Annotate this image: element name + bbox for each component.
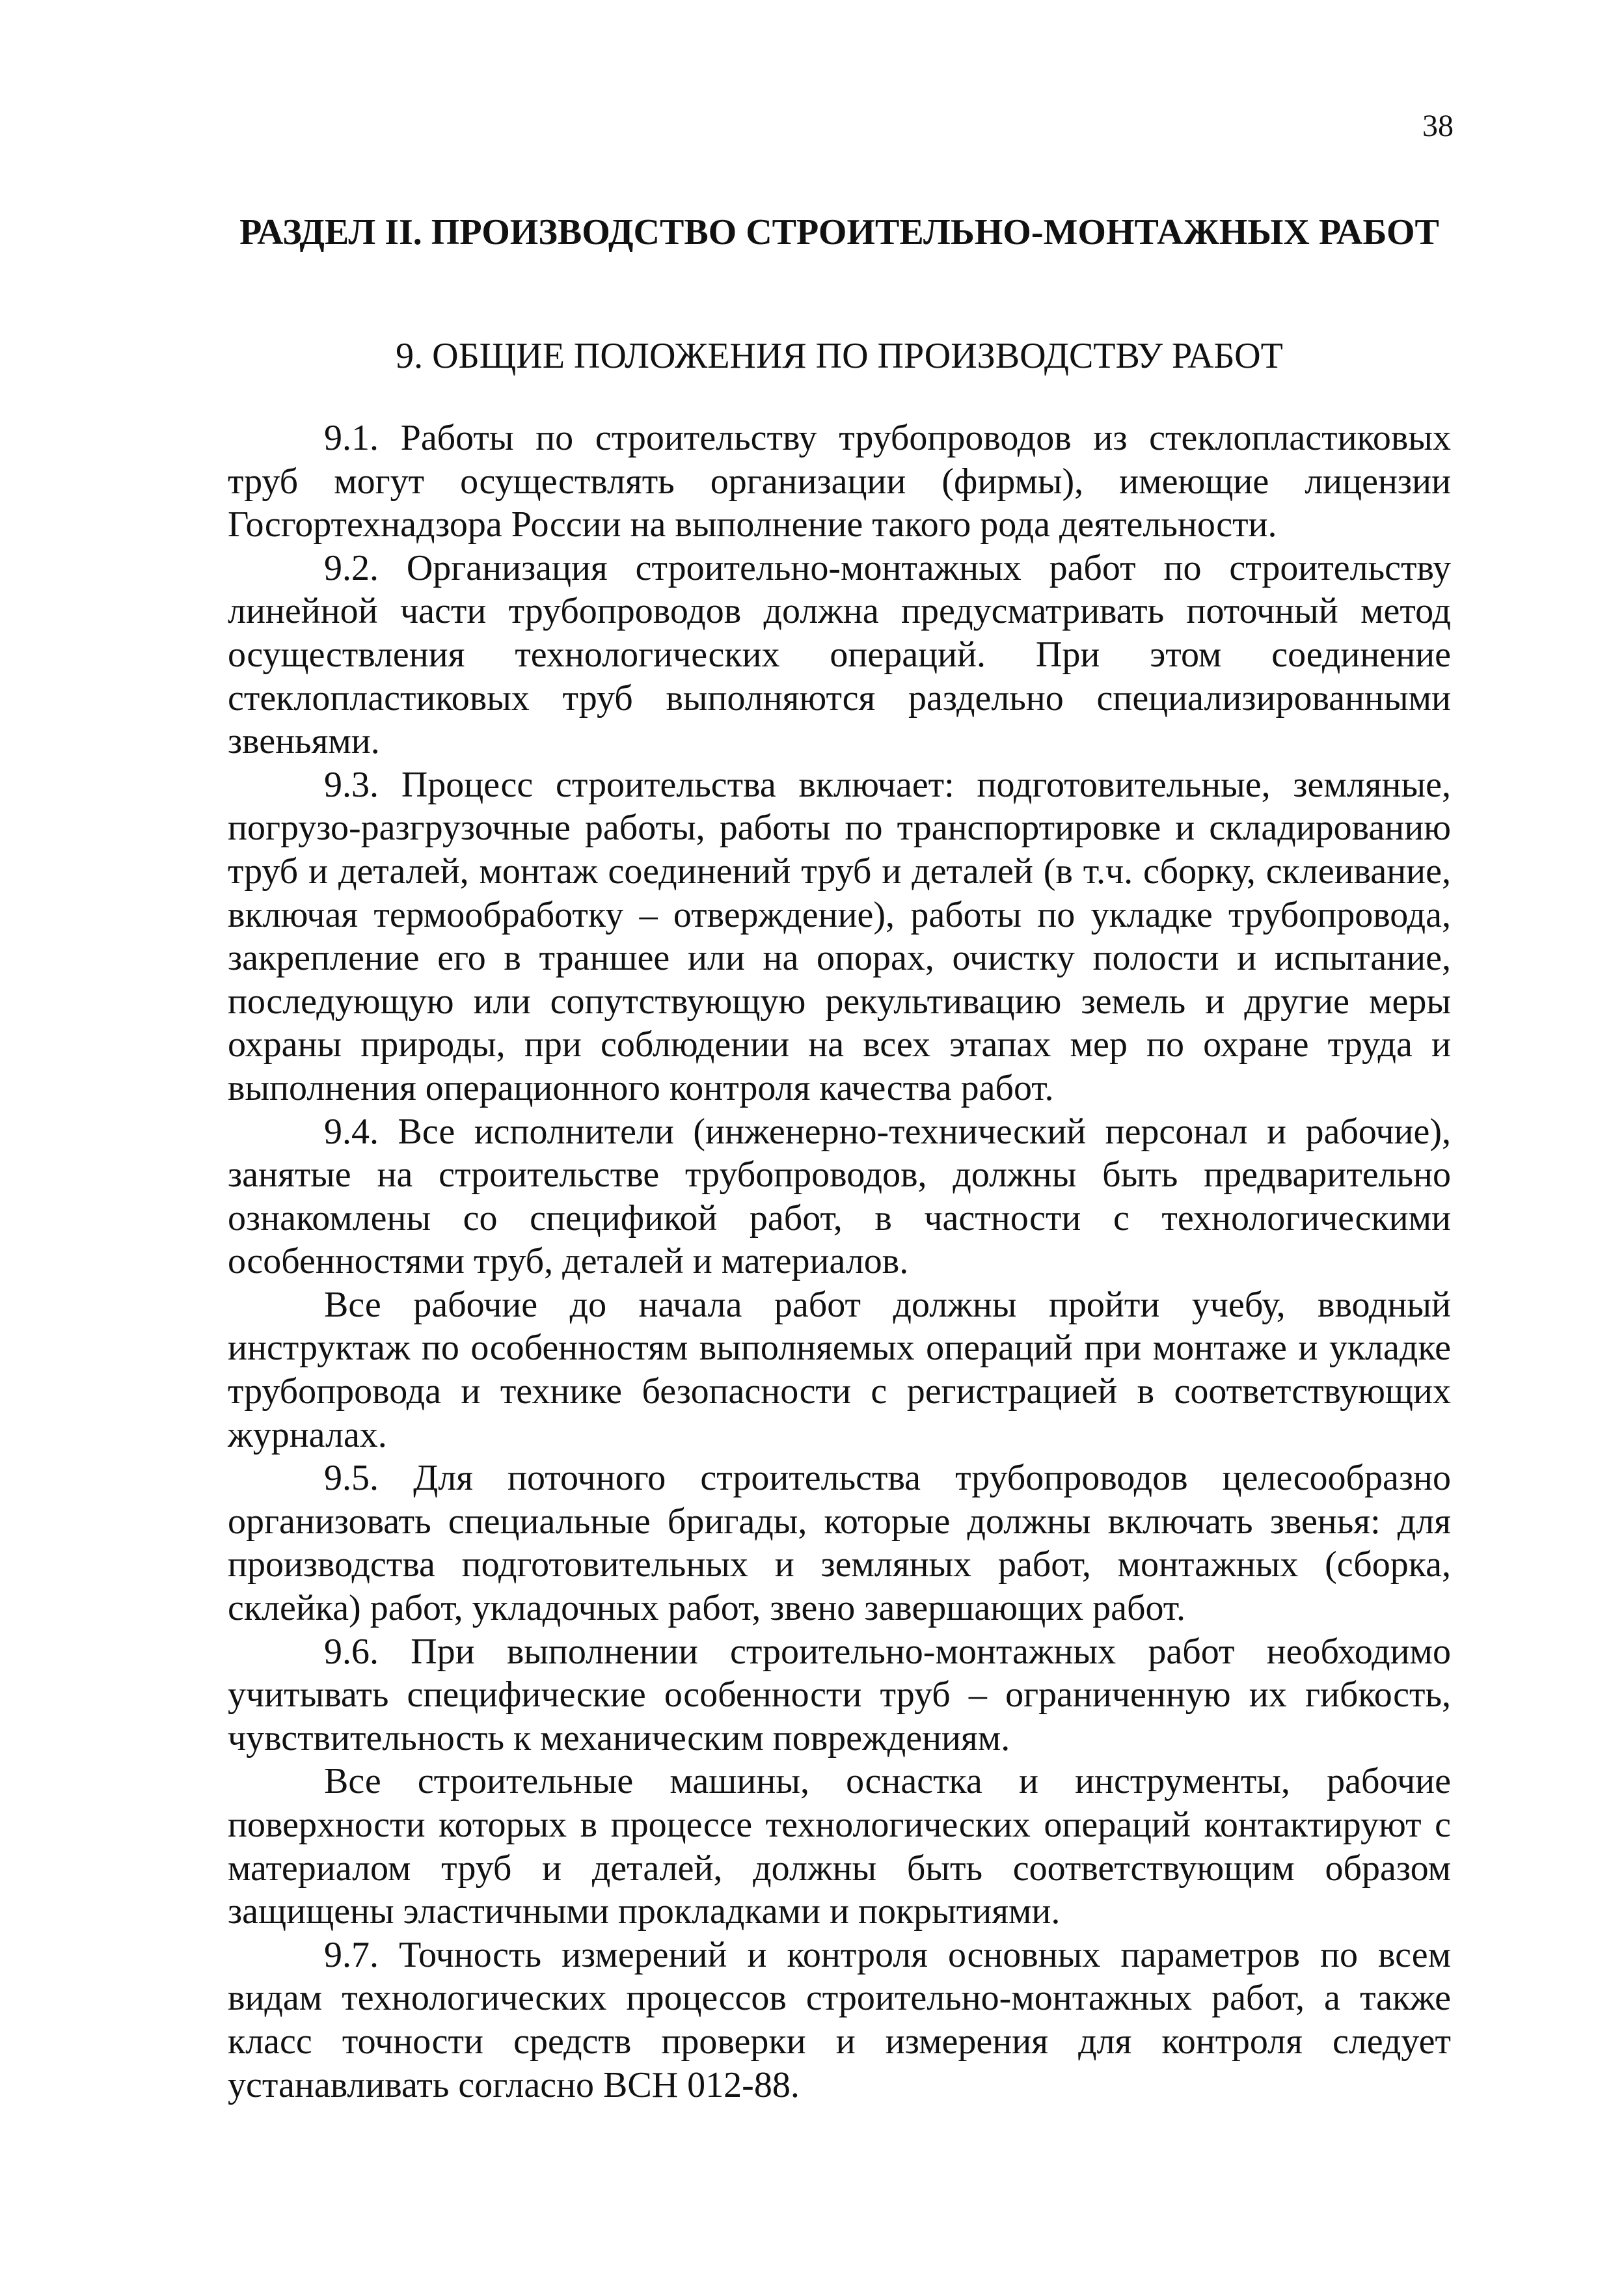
paragraph-9-5: 9.5. Для поточного строительства трубопроводов целесообразно организовать специальные бригады, которые должны включать звенья: для производства подготовительных и земляных работ, монтажных (сборка, склейка) работ, укладочных работ, звено завершающих работ. [228, 1458, 1451, 1629]
paragraph-9-7: 9.7. Точность измерений и контроля основных параметров по всем видам технологических процессов строительно-монтажных работ, а также класс точности средств проверки и измерения для контроля следует устанавливать согласно ВСН 012-88. [228, 1934, 1451, 2105]
paragraph-9-2: 9.2. Организация строительно-монтажных работ по строительству линейной части трубопроводов должна предусматривать поточный метод осуществления технологических операций. При этом соединение стеклопластиковых труб выполняются раздельно специализированными звеньями. [228, 547, 1451, 762]
chapter-title: 9. ОБЩИЕ ПОЛОЖЕНИЯ ПО ПРОИЗВОДСТВУ РАБОТ [396, 336, 1283, 376]
paragraph-9-3: 9.3. Процесс строительства включает: подготовительные, земляные, погрузо-разгрузочные работы, работы по транспортировке и складированию труб и деталей, монтаж соединений труб и деталей (в т.ч. сборку, склеивание, включая термообработку – отверждение), работы по укладке трубопровода, закрепление его в траншее или на опорах, очистку полости и испытание, последующую или сопутствующую рекультивацию земель и другие меры охраны природы, при соблюдении на всех этапах мер по охране труда и выполнения операционного контроля качества работ. [228, 764, 1451, 1108]
paragraph-9-4: 9.4. Все исполнители (инженерно-технический персонал и рабочие), занятые на строительстве трубопроводов, должны быть предварительно ознакомлены со спецификой работ, в частности с технологическими особенностями труб, деталей и материалов. [228, 1111, 1451, 1282]
page-number: 38 [1422, 109, 1454, 143]
paragraph-9-4-continued: Все рабочие до начала работ должны пройти учебу, вводный инструктаж по особенностям выполняемых операций при монтаже и укладке трубопровода и технике безопасности с регистрацией в соответствующих журналах. [228, 1284, 1451, 1455]
paragraph-9-6: 9.6. При выполнении строительно-монтажных работ необходимо учитывать специфические особенности труб – ограниченную их гибкость, чувствительность к механическим повреждениям. [228, 1631, 1451, 1758]
paragraph-9-6-continued: Все строительные машины, оснастка и инструменты, рабочие поверхности которых в процессе технологических операций контактируют с материалом труб и деталей, должны быть соответствующим образом защищены эластичными прокладками и покрытиями. [228, 1761, 1451, 1932]
document-body [228, 417, 1451, 2107]
section-title: РАЗДЕЛ II. ПРОИЗВОДСТВО СТРОИТЕЛЬНО-МОНТАЖНЫХ РАБОТ [239, 212, 1439, 253]
paragraph-9-1: 9.1. Работы по строительству трубопроводов из стеклопластиковых труб могут осуществлять организации (фирмы), имеющие лицензии Госгортехнадзора России на выполнение такого рода деятельности. [228, 418, 1451, 545]
